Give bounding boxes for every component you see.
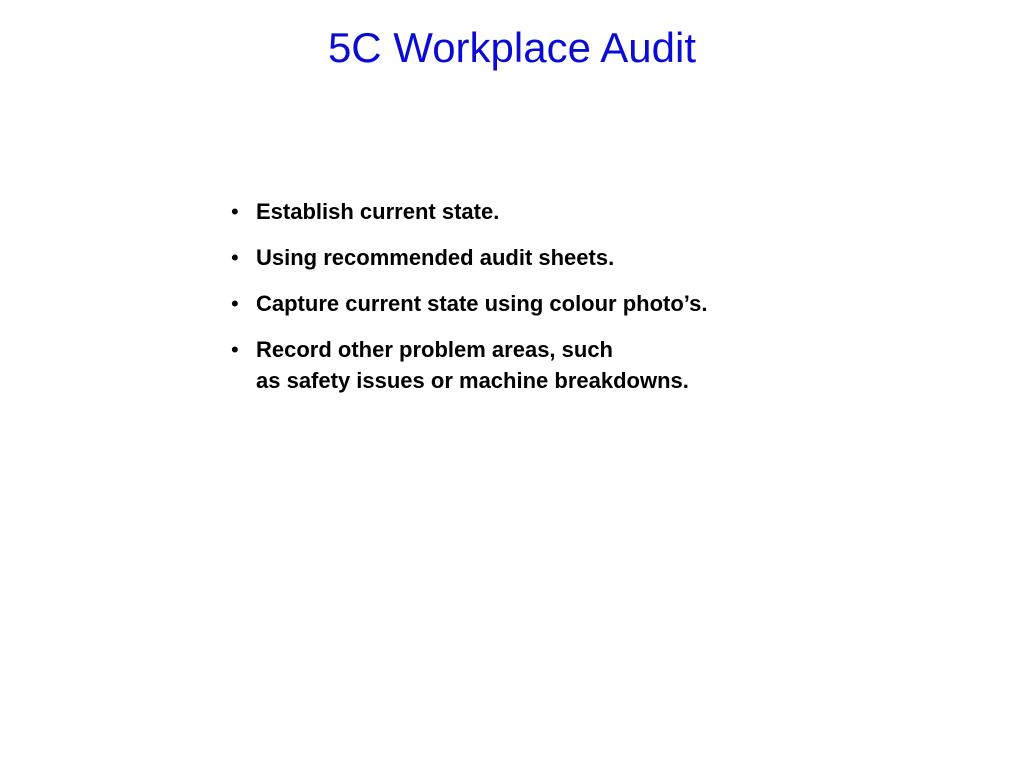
bullet-dot-icon: •: [231, 291, 239, 316]
bullet-dot-icon: •: [231, 199, 239, 224]
bullet-text: Establish current state.: [256, 199, 500, 224]
bullet-item-record-problems: [230, 334, 707, 396]
bullet-dot-icon: •: [231, 245, 239, 270]
slide-title: 5C Workplace Audit: [327, 24, 697, 71]
bullet-dot-icon: •: [231, 337, 239, 362]
bullet-item-capture-photos: [230, 288, 707, 319]
bullet-list: [230, 196, 707, 411]
bullet-text: Capture current state using colour photo’s.: [256, 291, 708, 316]
bullet-text-line-1: Record other problem areas, such: [256, 337, 613, 362]
bullet-text-line-2: as safety issues or machine breakdowns.: [256, 368, 689, 393]
bullet-text: Using recommended audit sheets.: [256, 245, 615, 270]
bullet-item-audit-sheets: [230, 242, 707, 273]
bullet-item-establish: [230, 196, 707, 227]
